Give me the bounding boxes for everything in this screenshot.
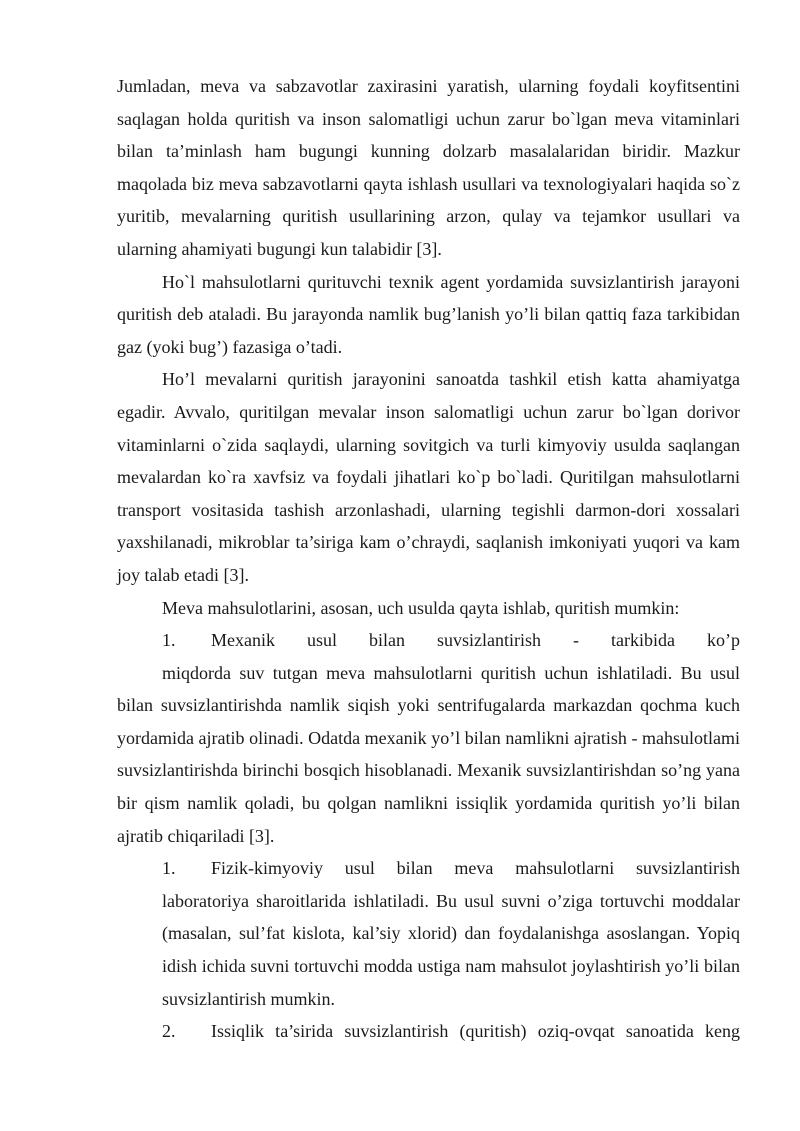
list-item-number: 1. — [162, 630, 176, 651]
paragraph-drying-importance: Ho’l mevalarni quritish jarayonini sanoatda tashkil etish katta ahamiyatga egadir. Avvalo, quritilgan mevalar inson salomatligi uchun zarur bo`lgan dorivor vitaminlarni o`zida saqlaydi, ularning sovitgich va turli kimyoviy usulda saqlangan mevalardan ko`ra xavfsiz va foydali jihatlari ko`p bo`ladi. Quritilgan mahsulotlarni transport vositasida tashish arzonlashadi, ularning tegishli darmon-dori xossalari yaxshilanadi, mikroblar ta’siriga kam o’chraydi, saqlanish imkoniyati yuqori va kam joy talab etadi [3]. — [117, 369, 740, 585]
list-item-number: 2. — [162, 1021, 176, 1042]
list-item-thermal — [117, 1015, 740, 1048]
list-item-physico-chemical — [117, 852, 740, 1015]
paragraph-drying-definition: Ho`l mahsulotlarni qurituvchi texnik agent yordamida suvsizlantirish jarayoni quritish deb ataladi. Bu jarayonda namlik bug’lanish yo’li bilan qattiq faza tarkibidan gaz (yoki bug’) fazasiga o’tadi. — [117, 271, 740, 357]
list-item-text: Issiqlik ta’sirida suvsizlantirish (quritish) oziq-ovqat sanoatida keng — [211, 1021, 740, 1042]
list-item-number: 1. — [162, 858, 176, 879]
paragraph-intro: Jumladan, meva va sabzavotlar zaxirasini yaratish, ularning foydali koyfitsentini saqlagan holda quritish va inson salomatligi uchun zarur bo`lgan meva vitaminlari bilan ta’minlash ham bugungi kunning dolzarb masalalaridan biridir. Mazkur maqolada biz meva sabzavotlarni qayta ishlash usullari va texnologiyalari haqida so`z yuritib, mevalarning quritish usullarining arzon, qulay va tejamkor usullari va ularning ahamiyati bugungi kun talabidir [3]. — [117, 76, 740, 259]
list-item-mechanical — [117, 624, 740, 657]
list-item-text: Mexanik usul bilan suvsizlantirish - tarkibida ko’p — [211, 630, 740, 651]
list-item-text: Fizik-kimyoviy usul bilan meva mahsulotlarni suvsizlantirish laboratoriya sharoitlarida ishlatiladi. Bu usul suvni o’ziga tortuvchi moddalar (masalan, sul’fat kislota, kal’siy xlorid) dan foydalanishga asoslangan. Yopiq idish ichida suvni tortuvchi modda ustiga nam mahsulot joylashtirish yo’li bilan suvsizlantirish mumkin. — [162, 858, 740, 1009]
paragraph-methods-intro: Meva mahsulotlarini, asosan, uch usulda qayta ishlab, quritish mumkin: — [162, 597, 680, 618]
paragraph-mechanical-continuation: miqdorda suv tutgan meva mahsulotlarni quritish uchun ishlatiladi. Bu usul bilan suvsizlantirishda namlik siqish yoki sentrifugalarda markazdan qochma kuch yordamida ajratib olinadi. Odatda mexanik yo’l bilan namlikni ajratish - mahsulotlami suvsizlantirishda birinchi bosqich hisoblanadi. Mexanik suvsizlantirishdan so’ng yana bir qism namlik qoladi, bu qolgan namlikni issiqlik yordamida quritish yo’li bilan ajratib chiqariladi [3]. — [117, 662, 740, 846]
